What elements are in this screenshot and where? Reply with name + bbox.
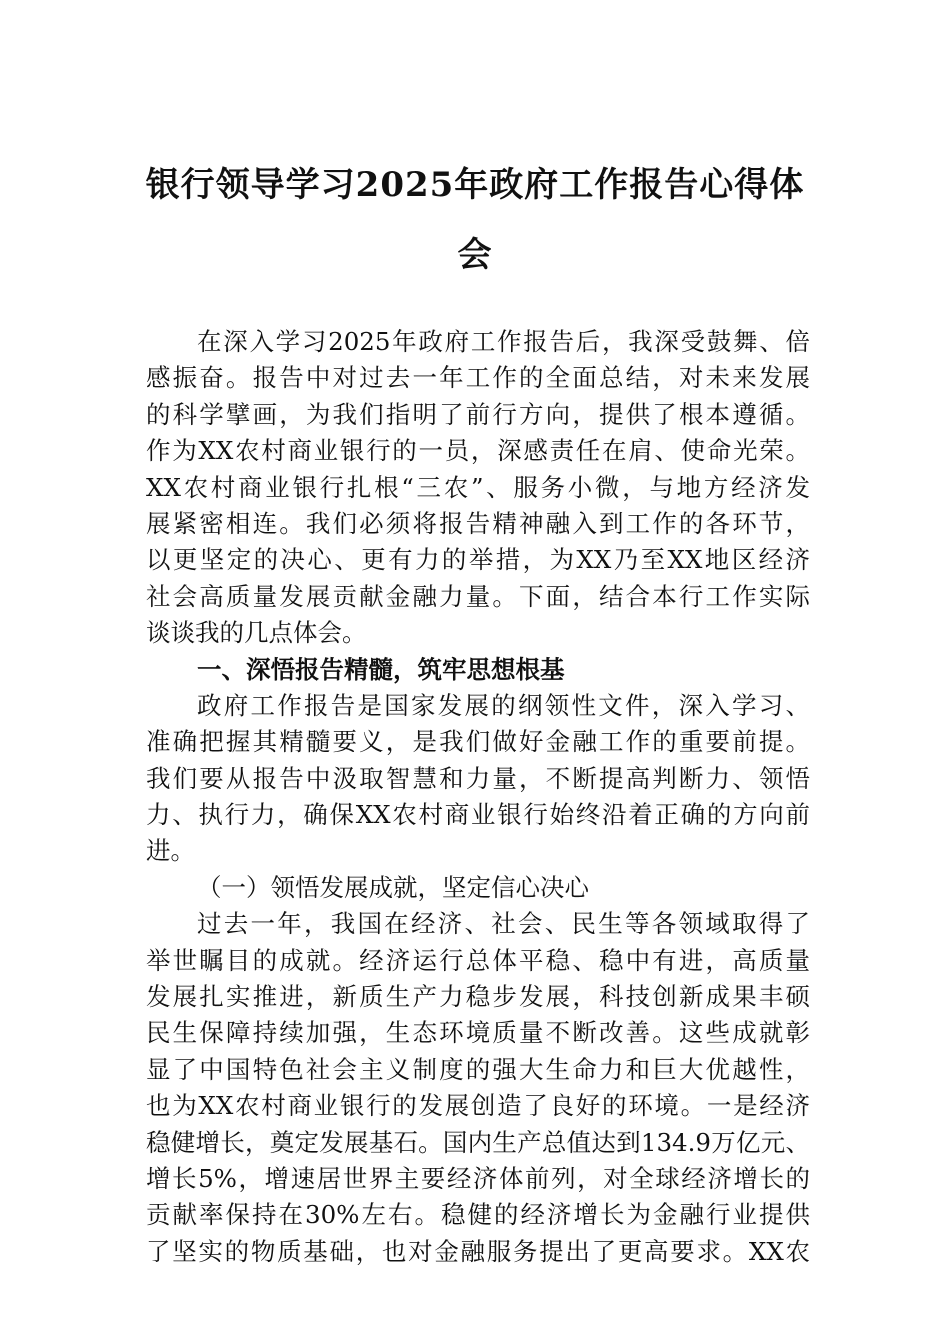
paragraph-line: 在深入学习2025年政府工作报告后，我深受鼓舞、倍: [197, 327, 810, 356]
paragraph-line: 进。: [146, 836, 195, 866]
paragraph-line: 民生保障持续加强，生态环境质量不断改善。这些成就彰: [146, 1018, 810, 1048]
paragraph-line: 谈谈我的几点体会。: [146, 618, 367, 648]
section-heading: 一、深悟报告精髓，筑牢思想根基: [197, 654, 565, 684]
paragraph-line: 显了中国特色社会主义制度的强大生命力和巨大优越性，: [146, 1054, 810, 1084]
document-body: [146, 324, 810, 1270]
title-line-2: 会: [457, 235, 493, 275]
paragraph-line: 了坚实的物质基础，也对金融服务提出了更高要求。XX农: [146, 1236, 810, 1266]
paragraph-line: 发展扎实推进，新质生产力稳步发展，科技创新成果丰硕: [146, 982, 810, 1012]
paragraph-line: 以更坚定的决心、更有力的举措，为XX乃至XX地区经济: [146, 545, 810, 575]
paragraph: [146, 906, 810, 1270]
paragraph-line: 增长5%，增速居世界主要经济体前列，对全球经济增长的: [146, 1163, 810, 1193]
paragraph-line: 感振奋。报告中对过去一年工作的全面总结，对未来发展: [146, 363, 810, 393]
paragraph-line: 展紧密相连。我们必须将报告精神融入到工作的各环节，: [146, 508, 810, 538]
subsection-heading: （一）领悟发展成就，坚定信心决心: [197, 872, 589, 902]
paragraph-line: 社会高质量发展贡献金融力量。下面，结合本行工作实际: [146, 581, 810, 611]
paragraph-line: 举世瞩目的成就。经济运行总体平稳、稳中有进，高质量: [146, 945, 810, 975]
paragraph-line: 也为XX农村商业银行的发展创造了良好的环境。一是经济: [146, 1091, 810, 1121]
title-line-1: 银行领导学习2025年政府工作报告心得体: [145, 165, 805, 205]
paragraph-line: 力、执行力，确保XX农村商业银行始终沿着正确的方向前: [146, 800, 810, 830]
paragraph-line: 作为XX农村商业银行的一员，深感责任在肩、使命光荣。: [146, 436, 810, 466]
document-title: [120, 150, 830, 290]
paragraph-line: 政府工作报告是国家发展的纲领性文件，深入学习、: [197, 690, 810, 720]
paragraph-line: 贡献率保持在30%左右。稳健的经济增长为金融行业提供: [146, 1200, 810, 1230]
paragraph-line: 稳健增长，奠定发展基石。国内生产总值达到134.9万亿元、: [146, 1127, 810, 1157]
paragraph-line: 过去一年，我国在经济、社会、民生等各领域取得了: [197, 909, 810, 939]
paragraph: [146, 324, 810, 652]
paragraph-line: 我们要从报告中汲取智慧和力量，不断提高判断力、领悟: [146, 763, 810, 793]
paragraph-line: XX农村商业银行扎根“三农”、服务小微，与地方经济发: [146, 472, 810, 502]
paragraph-line: 准确把握其精髓要义，是我们做好金融工作的重要前提。: [146, 727, 810, 757]
paragraph: [146, 688, 810, 870]
paragraph-line: 的科学擘画，为我们指明了前行方向，提供了根本遵循。: [146, 399, 810, 429]
